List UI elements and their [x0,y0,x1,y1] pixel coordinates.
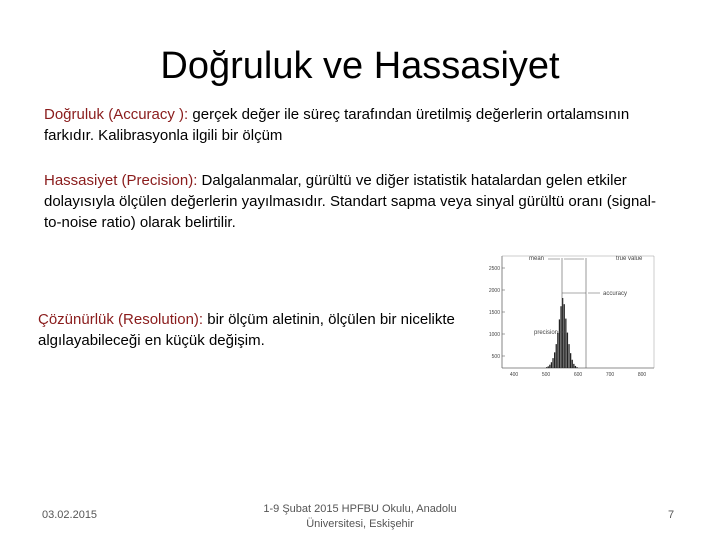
y-tick-label: 2000 [488,288,500,294]
accuracy-term: Doğruluk (Accuracy ): [44,106,189,123]
precision-term: Hassasiyet (Precision): [44,172,198,189]
resolution-definition [38,309,458,351]
x-tick-label: 700 [605,372,615,378]
page-number: 7 [668,509,675,521]
accuracy-precision-figure [482,246,658,386]
histogram-bar [568,344,569,368]
y-tick-label: 1500 [488,310,500,316]
histogram-bar [560,306,561,368]
histogram-bar [552,358,553,368]
histogram-bar [564,304,565,368]
x-tick-label: 600 [573,372,583,378]
footer-event-line1: 1-9 Şubat 2015 HPFBU Okulu, Anadolu [263,503,457,515]
histogram-bar [570,353,571,368]
precision-label: precision [534,330,559,336]
resolution-text: bir ölçüm aletinin, ölçülen bir nicelikte algılayabileceği en küçük değişim. [38,311,455,349]
accuracy-definition [44,104,644,146]
histogram-bar [546,367,547,368]
histogram-bar [572,360,573,368]
footer-event-line2: Üniversitesi, Eskişehir [306,518,414,530]
resolution-term: Çözünürlük (Resolution): [38,311,204,328]
slide-title: Doğruluk ve Hassasiyet [160,45,560,87]
histogram-bar [551,362,552,368]
footer-event [255,502,465,532]
x-tick-label: 400 [509,372,519,378]
true-value-label: true value [616,256,643,262]
histogram-bar [567,333,568,368]
y-tick-label: 1000 [488,332,500,338]
footer-date: 03.02.2015 [42,509,98,521]
histogram-bar [549,365,550,368]
histogram-bar [576,367,577,368]
histogram-bar [565,319,566,368]
y-tick-label: 500 [491,354,500,360]
accuracy-text: gerçek değer ile süreç tarafından üretilmiş değerlerin ortalamsının farkıdır. Kalibrasyonla ilgili bir ölçüm [44,106,630,144]
histogram-bar [554,352,555,368]
histogram-bar [548,366,549,368]
precision-definition [44,170,664,233]
histogram-bar [556,344,557,368]
histogram-bar [573,364,574,368]
x-tick-label: 800 [637,372,647,378]
precision-text: Dalgalanmalar, gürültü ve diğer istatistik hatalardan gelen etkiler dolayısıyla ölçülen değerlerin yayılmasıdır. Standart sapma veya sinyal gürültü oranı (signal-to-noise ratio) olarak belirtilir. [44,172,656,231]
x-tick-label: 500 [541,372,551,378]
histogram-bar [575,366,576,368]
histogram-bar [559,319,560,368]
y-tick-label: 2500 [488,266,500,272]
mean-label: mean [528,256,544,262]
histogram-bar [557,333,558,368]
accuracy-label: accuracy [603,291,628,297]
